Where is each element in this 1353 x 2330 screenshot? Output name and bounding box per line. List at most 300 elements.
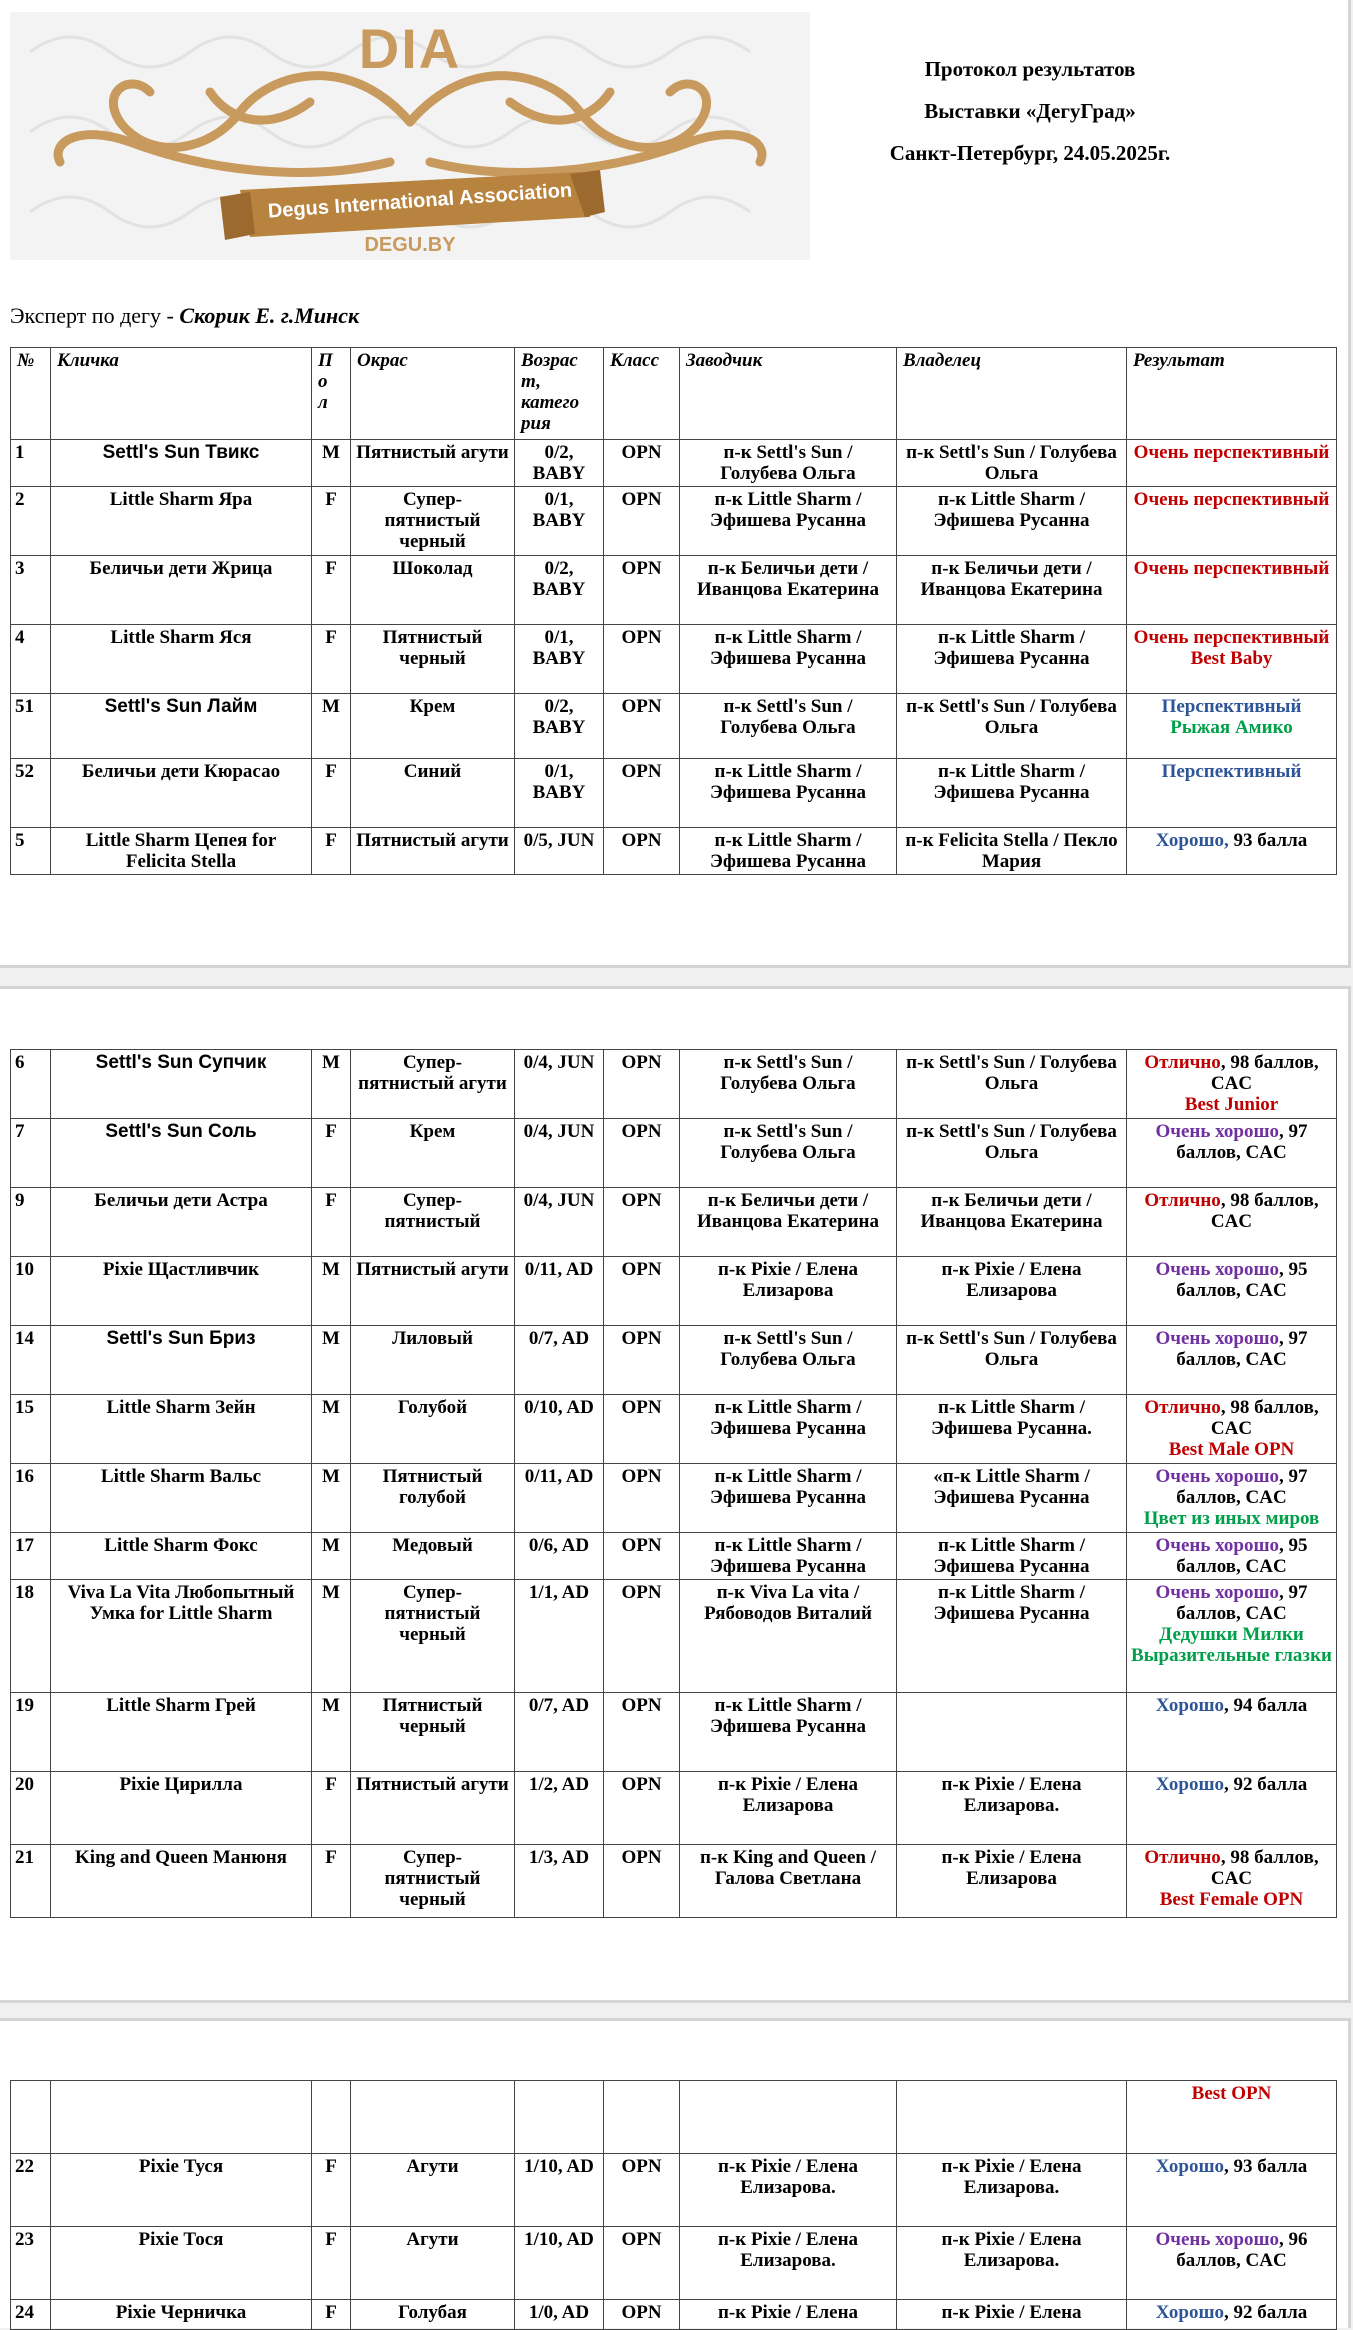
row-color: Лиловый xyxy=(351,1326,515,1395)
row-owner: п-к Settl's Sun / Голубева Ольга xyxy=(897,1119,1127,1188)
row-result xyxy=(1127,1050,1337,1119)
row-name: Беличьи дети Жрица xyxy=(51,556,312,625)
table-row xyxy=(11,1464,1337,1533)
row-owner: п-к Settl's Sun / Голубева Ольга xyxy=(897,694,1127,759)
row-sex: M xyxy=(312,694,351,759)
result-text: , 92 балла xyxy=(1224,1774,1308,1795)
result-text: , 93 балла xyxy=(1224,2156,1308,2177)
row-owner: п-к Little Sharm / Эфишева Русанна. xyxy=(897,1395,1127,1464)
result-text: Очень перспективный xyxy=(1133,442,1330,463)
row-owner: п-к Little Sharm / Эфишева Русанна xyxy=(897,759,1127,828)
table-row xyxy=(11,1050,1337,1119)
result-text: , 98 баллов, CAC xyxy=(1210,1847,1319,1889)
result-text: Отлично xyxy=(1144,1847,1221,1868)
row-name: Pixie Тося xyxy=(51,2227,312,2300)
row-name: Settl's Sun Лайм xyxy=(51,694,312,759)
row-name: Little Sharm Зейн xyxy=(51,1395,312,1464)
row-owner: п-к Pixie / Елена Елизарова. xyxy=(897,2227,1127,2300)
row-breeder: п-к Little Sharm / Эфишева Русанна xyxy=(680,1395,897,1464)
row-number: 2 xyxy=(11,487,51,556)
row-owner: п-к Беличьи дети / Иванцова Екатерина xyxy=(897,1188,1127,1257)
row-breeder: п-к Pixie / Елена Елизарова xyxy=(680,1257,897,1326)
result-text: Очень хорошо xyxy=(1155,1328,1280,1349)
row-number xyxy=(11,2081,51,2154)
row-class: OPN xyxy=(604,1464,680,1533)
table-row xyxy=(11,1772,1337,1845)
row-sex: F xyxy=(312,1845,351,1918)
result-text: Очень хорошо xyxy=(1155,1259,1280,1280)
row-result xyxy=(1127,1395,1337,1464)
row-sex: F xyxy=(312,1188,351,1257)
row-sex: F xyxy=(312,1119,351,1188)
table-row xyxy=(11,2227,1337,2300)
row-result xyxy=(1127,440,1337,487)
page-3 xyxy=(0,2018,1351,2328)
row-number: 51 xyxy=(11,694,51,759)
row-number: 5 xyxy=(11,828,51,875)
row-class: OPN xyxy=(604,759,680,828)
page-1 xyxy=(0,0,1351,968)
row-number: 10 xyxy=(11,1257,51,1326)
row-number: 21 xyxy=(11,1845,51,1918)
table-row xyxy=(11,2081,1337,2154)
row-color: Супер-пятнистый черный xyxy=(351,1580,515,1693)
row-breeder: п-к Little Sharm / Эфишева Русанна xyxy=(680,759,897,828)
row-owner xyxy=(897,1693,1127,1772)
table-row xyxy=(11,2154,1337,2227)
logo-title: DIA xyxy=(358,17,462,80)
header-class: Класс xyxy=(604,348,680,440)
row-age: 0/2, BABY xyxy=(515,556,604,625)
row-owner: п-к Settl's Sun / Голубева Ольга xyxy=(897,1326,1127,1395)
row-class: OPN xyxy=(604,2154,680,2227)
row-sex: F xyxy=(312,2227,351,2300)
row-class: OPN xyxy=(604,1119,680,1188)
row-color: Агути xyxy=(351,2154,515,2227)
table-row xyxy=(11,1845,1337,1918)
row-owner: п-к Little Sharm / Эфишева Русанна xyxy=(897,625,1127,694)
row-breeder: п-к Settl's Sun / Голубева Ольга xyxy=(680,1326,897,1395)
result-text: Хорошо xyxy=(1155,1774,1224,1795)
row-class: OPN xyxy=(604,1845,680,1918)
row-class: OPN xyxy=(604,556,680,625)
result-text: Очень перспективный xyxy=(1133,489,1330,510)
row-result xyxy=(1127,556,1337,625)
header-age: Возрас т, катего рия xyxy=(515,348,604,440)
expert-prefix: Эксперт по дегу - xyxy=(10,303,180,328)
row-breeder: п-к Pixie / Елена Елизарова. xyxy=(680,2154,897,2227)
row-age: 0/1, BABY xyxy=(515,487,604,556)
page-2 xyxy=(0,986,1351,2003)
row-age: 0/1, BABY xyxy=(515,759,604,828)
row-color: Агути xyxy=(351,2227,515,2300)
result-text: Best Baby xyxy=(1190,648,1273,669)
result-text: Очень хорошо xyxy=(1155,1535,1280,1556)
row-number: 19 xyxy=(11,1693,51,1772)
dia-logo xyxy=(10,12,810,260)
row-sex: F xyxy=(312,2300,351,2330)
row-sex: M xyxy=(312,1533,351,1580)
row-breeder: п-к Беличьи дети / Иванцова Екатерина xyxy=(680,556,897,625)
protocol-line-1: Протокол результатов xyxy=(924,57,1136,81)
row-number: 20 xyxy=(11,1772,51,1845)
row-result xyxy=(1127,828,1337,875)
row-name: Little Sharm Яра xyxy=(51,487,312,556)
result-text: Рыжая Амико xyxy=(1170,717,1293,738)
row-name: Settl's Sun Супчик xyxy=(51,1050,312,1119)
row-color: Супер-пятнистый черный xyxy=(351,1845,515,1918)
row-result xyxy=(1127,759,1337,828)
row-number: 4 xyxy=(11,625,51,694)
row-number: 18 xyxy=(11,1580,51,1693)
table-row xyxy=(11,487,1337,556)
header-number: № xyxy=(11,348,51,440)
row-sex: M xyxy=(312,1326,351,1395)
row-age: 0/7, AD xyxy=(515,1326,604,1395)
row-sex xyxy=(312,2081,351,2154)
row-color: Пятнистый голубой xyxy=(351,1464,515,1533)
row-name: Беличьи дети Астра xyxy=(51,1188,312,1257)
table-row xyxy=(11,625,1337,694)
result-text: , 98 баллов, CAC xyxy=(1210,1397,1319,1439)
row-number: 17 xyxy=(11,1533,51,1580)
row-result xyxy=(1127,694,1337,759)
result-text: Best Female OPN xyxy=(1159,1889,1304,1910)
row-sex: M xyxy=(312,1050,351,1119)
table-row xyxy=(11,1395,1337,1464)
row-result xyxy=(1127,487,1337,556)
row-result xyxy=(1127,2227,1337,2300)
result-text: , 97 баллов, CAC xyxy=(1176,1582,1308,1624)
row-number: 6 xyxy=(11,1050,51,1119)
row-name: Viva La Vita Любопытный Умка for Little Sharm xyxy=(51,1580,312,1693)
row-number: 1 xyxy=(11,440,51,487)
row-owner: п-к Settl's Sun / Голубева Ольга xyxy=(897,1050,1127,1119)
row-number: 3 xyxy=(11,556,51,625)
row-class: OPN xyxy=(604,828,680,875)
row-number: 52 xyxy=(11,759,51,828)
row-owner: п-к Pixie / Елена xyxy=(897,2300,1127,2330)
row-sex: F xyxy=(312,556,351,625)
row-age: 0/11, AD xyxy=(515,1464,604,1533)
row-number: 23 xyxy=(11,2227,51,2300)
row-breeder: п-к Беличьи дети / Иванцова Екатерина xyxy=(680,1188,897,1257)
header-result: Результат xyxy=(1127,348,1337,440)
header-name: Кличка xyxy=(51,348,312,440)
header-owner: Владелец xyxy=(897,348,1127,440)
result-text: Очень хорошо xyxy=(1155,2229,1280,2250)
table-row xyxy=(11,1693,1337,1772)
row-name: Little Sharm Яся xyxy=(51,625,312,694)
table-row xyxy=(11,759,1337,828)
row-sex: M xyxy=(312,1257,351,1326)
table-row xyxy=(11,440,1337,487)
logo-site-text: DEGU.BY xyxy=(364,234,456,256)
row-breeder: п-к Little Sharm / Эфишева Русанна xyxy=(680,828,897,875)
results-table-page-3 xyxy=(10,2080,1337,2330)
row-result xyxy=(1127,2300,1337,2330)
row-class: OPN xyxy=(604,1533,680,1580)
row-age: 0/4, JUN xyxy=(515,1050,604,1119)
protocol-line-3: Санкт-Петербург, 24.05.2025г. xyxy=(889,141,1171,165)
row-result xyxy=(1127,1693,1337,1772)
table-row xyxy=(11,1188,1337,1257)
row-result xyxy=(1127,1188,1337,1257)
row-age: 0/11, AD xyxy=(515,1257,604,1326)
row-owner: п-к Pixie / Елена Елизарова xyxy=(897,1845,1127,1918)
row-age: 0/2, BABY xyxy=(515,694,604,759)
row-color: Пятнистый черный xyxy=(351,1693,515,1772)
result-text: Отлично xyxy=(1144,1397,1221,1418)
row-age xyxy=(515,2081,604,2154)
result-text: Очень хорошо xyxy=(1155,1582,1280,1603)
table-row xyxy=(11,694,1337,759)
row-result xyxy=(1127,1257,1337,1326)
table-row xyxy=(11,2300,1337,2330)
row-breeder: п-к Little Sharm / Эфишева Русанна xyxy=(680,487,897,556)
row-result xyxy=(1127,1580,1337,1693)
row-sex: F xyxy=(312,759,351,828)
row-result xyxy=(1127,1845,1337,1918)
row-color xyxy=(351,2081,515,2154)
row-result xyxy=(1127,1119,1337,1188)
result-text: Цвет из иных миров xyxy=(1143,1508,1320,1529)
result-text: , 94 балла xyxy=(1224,1695,1308,1716)
row-sex: M xyxy=(312,1693,351,1772)
header-breeder: Заводчик xyxy=(680,348,897,440)
result-text: Best Junior xyxy=(1184,1094,1279,1115)
row-age: 1/2, AD xyxy=(515,1772,604,1845)
header-color: Окрас xyxy=(351,348,515,440)
row-breeder: п-к Settl's Sun / Голубева Ольга xyxy=(680,1050,897,1119)
row-breeder: п-к Little Sharm / Эфишева Русанна xyxy=(680,1533,897,1580)
table-row xyxy=(11,556,1337,625)
row-sex: F xyxy=(312,487,351,556)
row-name: Pixie Цирилла xyxy=(51,1772,312,1845)
row-number: 14 xyxy=(11,1326,51,1395)
row-breeder xyxy=(680,2081,897,2154)
result-text: Хорошо xyxy=(1155,1695,1224,1716)
row-sex: M xyxy=(312,440,351,487)
result-text: , 95 баллов, CAC xyxy=(1176,1535,1308,1577)
table-row xyxy=(11,1533,1337,1580)
row-name: Little Sharm Вальс xyxy=(51,1464,312,1533)
row-number: 24 xyxy=(11,2300,51,2330)
result-text: Очень хорошо xyxy=(1155,1466,1280,1487)
row-breeder: п-к Little Sharm / Эфишева Русанна xyxy=(680,1464,897,1533)
row-owner: п-к Settl's Sun / Голубева Ольга xyxy=(897,440,1127,487)
row-sex: M xyxy=(312,1395,351,1464)
row-color: Голубая xyxy=(351,2300,515,2330)
result-text: Очень хорошо xyxy=(1155,1121,1280,1142)
result-text: , 98 баллов, CAC xyxy=(1210,1190,1319,1232)
result-text: Очень перспективный xyxy=(1133,627,1330,648)
expert-name: Скорик Е. г.Минск xyxy=(179,303,360,328)
row-owner xyxy=(897,2081,1127,2154)
result-text: Перспективный xyxy=(1161,761,1302,782)
row-color: Супер-пятнистый xyxy=(351,1188,515,1257)
results-table-page-1 xyxy=(10,347,1337,875)
row-name: Little Sharm Грей xyxy=(51,1693,312,1772)
row-result xyxy=(1127,2081,1337,2154)
row-owner: п-к Little Sharm / Эфишева Русанна xyxy=(897,487,1127,556)
row-sex: M xyxy=(312,1464,351,1533)
row-owner: п-к Little Sharm / Эфишева Русанна xyxy=(897,1580,1127,1693)
result-text: Дедушки Милки Выразительные глазки xyxy=(1131,1624,1332,1666)
row-owner: п-к Pixie / Елена Елизарова. xyxy=(897,1772,1127,1845)
row-class: OPN xyxy=(604,625,680,694)
row-owner: п-к Little Sharm / Эфишева Русанна xyxy=(897,1533,1127,1580)
row-breeder: п-к Little Sharm / Эфишева Русанна xyxy=(680,625,897,694)
result-text: Хорошо, xyxy=(1155,830,1229,851)
row-owner: п-к Беличьи дети / Иванцова Екатерина xyxy=(897,556,1127,625)
result-text: , 97 баллов, CAC xyxy=(1176,1328,1308,1370)
row-age: 0/7, AD xyxy=(515,1693,604,1772)
row-breeder: п-к Settl's Sun / Голубева Ольга xyxy=(680,694,897,759)
row-age: 0/1, BABY xyxy=(515,625,604,694)
row-color: Пятнистый черный xyxy=(351,625,515,694)
row-color: Голубой xyxy=(351,1395,515,1464)
row-class: OPN xyxy=(604,1050,680,1119)
row-color: Супер-пятнистый агути xyxy=(351,1050,515,1119)
row-sex: M xyxy=(312,1580,351,1693)
result-text: , 92 балла xyxy=(1224,2302,1308,2323)
row-class: OPN xyxy=(604,2300,680,2330)
row-breeder: п-к Settl's Sun / Голубева Ольга xyxy=(680,1119,897,1188)
row-breeder: п-к Pixie / Елена Елизарова. xyxy=(680,2227,897,2300)
row-number: 15 xyxy=(11,1395,51,1464)
row-color: Шоколад xyxy=(351,556,515,625)
result-text: 93 балла xyxy=(1228,830,1308,851)
row-class: OPN xyxy=(604,1257,680,1326)
row-breeder: п-к Viva La vita / Рябоводов Виталий xyxy=(680,1580,897,1693)
row-color: Пятнистый агути xyxy=(351,1257,515,1326)
row-number: 9 xyxy=(11,1188,51,1257)
row-breeder: п-к King and Queen / Галова Светлана xyxy=(680,1845,897,1918)
row-color: Медовый xyxy=(351,1533,515,1580)
result-text: Хорошо xyxy=(1155,2302,1224,2323)
result-text: Отлично xyxy=(1144,1190,1221,1211)
expert-line xyxy=(10,303,359,329)
table-header-row xyxy=(11,348,1337,440)
row-sex: F xyxy=(312,625,351,694)
row-age: 0/6, AD xyxy=(515,1533,604,1580)
row-name xyxy=(51,2081,312,2154)
row-age: 1/3, AD xyxy=(515,1845,604,1918)
row-age: 1/10, AD xyxy=(515,2227,604,2300)
row-owner: п-к Pixie / Елена Елизарова. xyxy=(897,2154,1127,2227)
row-name: King and Queen Манюня xyxy=(51,1845,312,1918)
result-text: Очень перспективный xyxy=(1133,558,1330,579)
row-age: 0/5, JUN xyxy=(515,828,604,875)
row-class: OPN xyxy=(604,1395,680,1464)
header-sex: П о л xyxy=(312,348,351,440)
row-name: Pixie Щастливчик xyxy=(51,1257,312,1326)
table-row xyxy=(11,1326,1337,1395)
row-sex: F xyxy=(312,1772,351,1845)
row-breeder: п-к Settl's Sun / Голубева Ольга xyxy=(680,440,897,487)
row-color: Крем xyxy=(351,694,515,759)
row-class: OPN xyxy=(604,1326,680,1395)
row-owner: «п-к Little Sharm / Эфишева Русанна xyxy=(897,1464,1127,1533)
row-number: 7 xyxy=(11,1119,51,1188)
row-class: OPN xyxy=(604,1772,680,1845)
row-color: Супер-пятнистый черный xyxy=(351,487,515,556)
row-breeder: п-к Little Sharm / Эфишева Русанна xyxy=(680,1693,897,1772)
logo-ribbon-text: Degus International Association xyxy=(267,179,573,223)
result-text: Best Male OPN xyxy=(1168,1439,1295,1460)
result-text: , 97 баллов, CAC xyxy=(1176,1466,1308,1508)
row-color: Пятнистый агути xyxy=(351,440,515,487)
row-name: Settl's Sun Соль xyxy=(51,1119,312,1188)
table-row xyxy=(11,1257,1337,1326)
row-sex: F xyxy=(312,2154,351,2227)
result-text: , 98 баллов, CAC xyxy=(1210,1052,1319,1094)
row-result xyxy=(1127,625,1337,694)
row-sex: F xyxy=(312,828,351,875)
protocol-line-2: Выставки «ДегуГрад» xyxy=(924,99,1136,123)
row-class: OPN xyxy=(604,487,680,556)
row-result xyxy=(1127,1533,1337,1580)
row-age: 1/1, AD xyxy=(515,1580,604,1693)
protocol-title xyxy=(860,48,1200,174)
row-class: OPN xyxy=(604,440,680,487)
row-name: Settl's Sun Твикс xyxy=(51,440,312,487)
row-name: Little Sharm Цепея for Felicita Stella xyxy=(51,828,312,875)
row-class: OPN xyxy=(604,2227,680,2300)
row-age: 1/10, AD xyxy=(515,2154,604,2227)
result-text: Best OPN xyxy=(1191,2083,1272,2104)
row-result xyxy=(1127,2154,1337,2227)
row-class xyxy=(604,2081,680,2154)
row-owner: п-к Pixie / Елена Елизарова xyxy=(897,1257,1127,1326)
row-breeder: п-к Pixie / Елена xyxy=(680,2300,897,2330)
row-color: Синий xyxy=(351,759,515,828)
result-text: , 97 баллов, CAC xyxy=(1176,1121,1308,1163)
result-text: , 96 баллов, CAC xyxy=(1176,2229,1308,2271)
table-row xyxy=(11,1580,1337,1693)
row-breeder: п-к Pixie / Елена Елизарова xyxy=(680,1772,897,1845)
row-result xyxy=(1127,1772,1337,1845)
row-class: OPN xyxy=(604,694,680,759)
result-text: Перспективный xyxy=(1161,696,1302,717)
row-class: OPN xyxy=(604,1188,680,1257)
row-result xyxy=(1127,1326,1337,1395)
result-text: Отлично xyxy=(1144,1052,1221,1073)
row-age: 0/2, BABY xyxy=(515,440,604,487)
row-class: OPN xyxy=(604,1693,680,1772)
row-color: Крем xyxy=(351,1119,515,1188)
row-number: 22 xyxy=(11,2154,51,2227)
row-color: Пятнистый агути xyxy=(351,828,515,875)
results-table-page-2 xyxy=(10,1049,1337,1918)
row-name: Беличьи дети Кюрасао xyxy=(51,759,312,828)
row-age: 0/4, JUN xyxy=(515,1119,604,1188)
row-number: 16 xyxy=(11,1464,51,1533)
row-owner: п-к Felicita Stella / Пекло Мария xyxy=(897,828,1127,875)
result-text: Хорошо xyxy=(1155,2156,1224,2177)
row-name: Settl's Sun Бриз xyxy=(51,1326,312,1395)
result-text: , 95 баллов, CAC xyxy=(1176,1259,1308,1301)
row-result xyxy=(1127,1464,1337,1533)
table-row xyxy=(11,1119,1337,1188)
row-color: Пятнистый агути xyxy=(351,1772,515,1845)
row-name: Pixie Туся xyxy=(51,2154,312,2227)
row-name: Pixie Черничка xyxy=(51,2300,312,2330)
row-class: OPN xyxy=(604,1580,680,1693)
table-row xyxy=(11,828,1337,875)
row-age: 0/4, JUN xyxy=(515,1188,604,1257)
